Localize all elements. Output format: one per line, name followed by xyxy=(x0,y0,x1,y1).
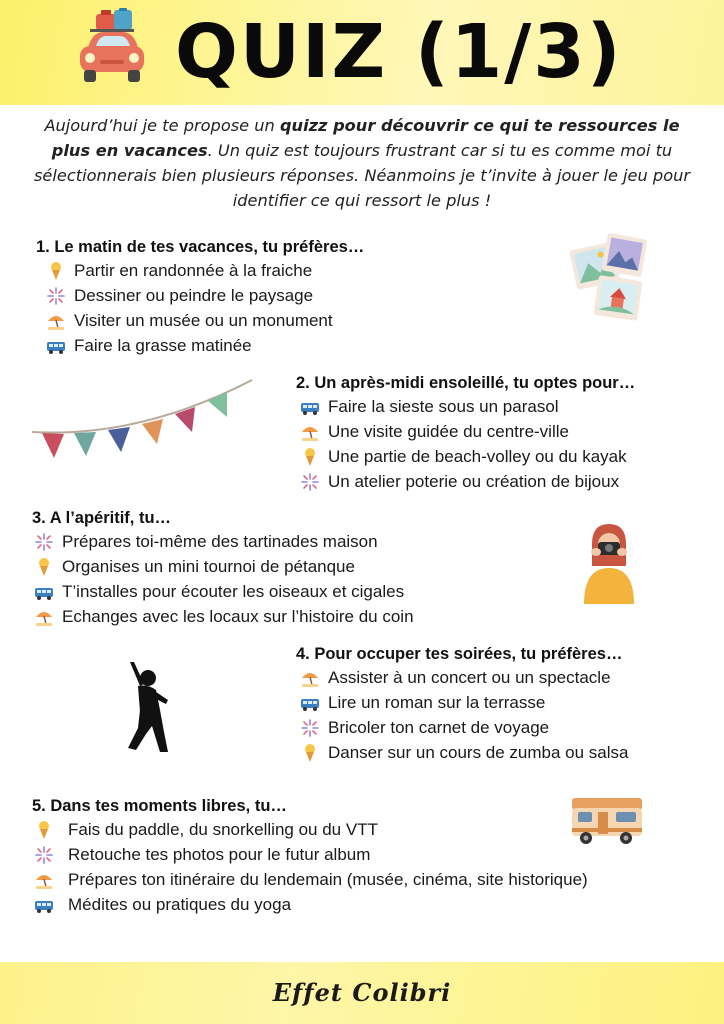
option-label: Assister à un concert ou un spectacle xyxy=(328,668,611,688)
answer-option[interactable] xyxy=(34,530,414,555)
answer-option[interactable] xyxy=(34,892,588,917)
sparkle-icon xyxy=(34,845,54,865)
answer-option[interactable] xyxy=(300,691,629,716)
answer-option[interactable] xyxy=(46,259,364,284)
ice-cream-icon xyxy=(46,261,66,281)
answer-option[interactable] xyxy=(34,868,588,893)
answer-option[interactable] xyxy=(46,333,364,358)
option-label: Bricoler ton carnet de voyage xyxy=(328,717,550,737)
sparkle-icon xyxy=(34,532,54,552)
question-title: 4. Pour occuper tes soirées, tu préfères… xyxy=(296,645,623,663)
intro-paragraph xyxy=(30,113,694,213)
option-label: Prépares ton itinéraire du lendemain (musée, cinéma, site historique) xyxy=(68,869,588,889)
car-with-luggage-icon xyxy=(74,8,148,88)
page-title: QUIZ (1/3) xyxy=(175,9,623,95)
van-icon xyxy=(300,693,320,713)
answer-option[interactable] xyxy=(46,284,364,309)
option-label: Fais du paddle, du snorkelling ou du VTT xyxy=(68,820,378,840)
brand-signature: Effet Colibri xyxy=(272,978,452,1007)
option-label: Echanges avec les locaux sur l’histoire du coin xyxy=(62,606,414,626)
bunting-garland-illustration xyxy=(30,376,256,462)
ice-cream-icon xyxy=(34,557,54,577)
dancer-silhouette-illustration xyxy=(120,660,174,756)
sparkle-icon xyxy=(46,286,66,306)
question-4 xyxy=(296,643,629,765)
option-label: Dessiner ou peindre le paysage xyxy=(74,286,314,306)
option-label: Un atelier poterie ou création de bijoux xyxy=(328,471,620,491)
answer-option[interactable] xyxy=(34,818,588,843)
answer-option[interactable] xyxy=(300,469,635,494)
photos-illustration xyxy=(566,232,650,324)
answer-option[interactable] xyxy=(300,420,635,445)
van-icon xyxy=(46,336,66,356)
answer-option[interactable] xyxy=(300,666,629,691)
question-title: 5. Dans tes moments libres, tu… xyxy=(32,797,287,815)
option-label: Retouche tes photos pour le futur album xyxy=(68,845,371,865)
intro-text-end: . Un quiz est toujours frustrant car si tu es comme moi tu sélectionnerais bien plusieurs réponses. Néanmoins je t’invite à jouer le jeu pour identifier ce qui ressort le plus ! xyxy=(33,141,691,210)
ice-cream-icon xyxy=(34,820,54,840)
answer-option[interactable] xyxy=(34,843,588,868)
question-title: 2. Un après-midi ensoleillé, tu optes pour… xyxy=(296,374,636,392)
umbrella-icon xyxy=(34,607,54,627)
option-label: Lire un roman sur la terrasse xyxy=(328,693,546,713)
option-label: Visiter un musée ou un monument xyxy=(74,310,333,330)
option-label: Faire la sieste sous un parasol xyxy=(328,397,559,417)
answer-option[interactable] xyxy=(300,740,629,765)
van-icon xyxy=(34,895,54,915)
option-label: Faire la grasse matinée xyxy=(74,335,252,355)
question-1 xyxy=(36,236,364,358)
option-label: T’installes pour écouter les oiseaux et cigales xyxy=(62,581,405,601)
option-label: Partir en randonnée à la fraiche xyxy=(74,261,313,281)
ice-cream-icon xyxy=(300,447,320,467)
intro-text-start: Aujourd’hui je te propose un xyxy=(44,116,280,135)
camper-van-illustration xyxy=(570,794,644,848)
question-title: 1. Le matin de tes vacances, tu préfères… xyxy=(36,238,365,256)
option-label: Médites ou pratiques du yoga xyxy=(68,894,292,914)
question-title: 3. A l’apéritif, tu… xyxy=(32,509,172,527)
option-label: Danser sur un cours de zumba ou salsa xyxy=(328,742,629,762)
sparkle-icon xyxy=(300,718,320,738)
question-5 xyxy=(32,795,588,917)
answer-option[interactable] xyxy=(300,395,635,420)
van-icon xyxy=(34,582,54,602)
umbrella-icon xyxy=(34,870,54,890)
intro-text-bold: quizz pour découvrir ce qui te ressources le plus en vacances xyxy=(51,116,680,160)
umbrella-icon xyxy=(300,668,320,688)
option-label: Prépares toi-même des tartinades maison xyxy=(62,532,378,552)
van-icon xyxy=(300,397,320,417)
answer-option[interactable] xyxy=(34,580,414,605)
answer-option[interactable] xyxy=(300,445,635,470)
answer-option[interactable] xyxy=(34,555,414,580)
umbrella-icon xyxy=(46,311,66,331)
question-2 xyxy=(296,372,635,494)
ice-cream-icon xyxy=(300,743,320,763)
sparkle-icon xyxy=(300,472,320,492)
photographer-illustration xyxy=(578,522,640,604)
option-label: Une partie de beach-volley ou du kayak xyxy=(328,446,627,466)
umbrella-icon xyxy=(300,422,320,442)
question-3 xyxy=(32,507,414,629)
answer-option[interactable] xyxy=(34,604,414,629)
answer-option[interactable] xyxy=(46,309,364,334)
answer-option[interactable] xyxy=(300,716,629,741)
option-label: Organises un mini tournoi de pétanque xyxy=(62,557,355,577)
option-label: Une visite guidée du centre-ville xyxy=(328,422,569,442)
